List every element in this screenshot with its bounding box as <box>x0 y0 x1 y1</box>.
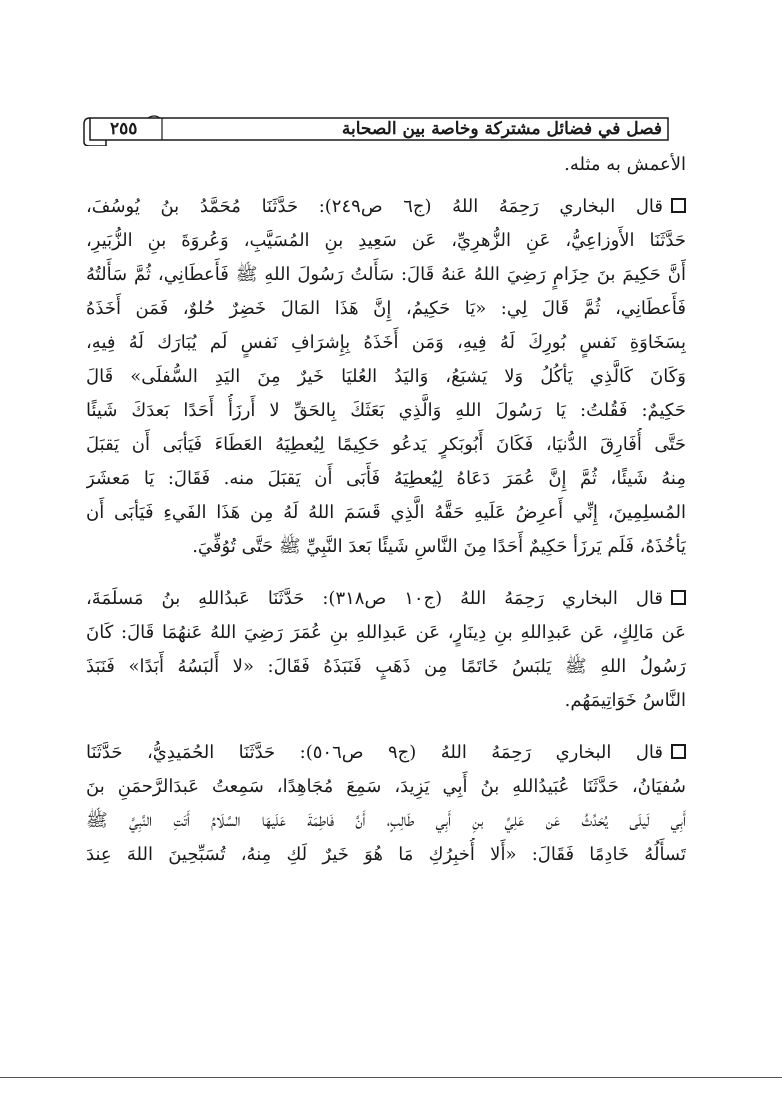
paragraph-line: مِنهُ شَيئًا، ثُمَّ إِنَّ عُمَرَ دَعَاهُ لِيُعطِيَهُ فَأَبَى أَن يَقبَلَ منه. فَقَالَ: يَا مَعشَرَ <box>86 468 686 489</box>
paragraph-line: يَأخُذَهُ، فَلَم يَرزَأ حَكِيمٌ أَحَدًا مِنَ النَّاسِ شَيئًا بَعدَ النَّبِيِّ ﷺ حَتَّى تُوُفِّيَ. <box>192 536 686 557</box>
square-bullet-icon <box>671 198 686 213</box>
paragraph-line: حَتَّى أُفَارِقَ الدُّنيَا، فَكَانَ أَبُوبَكرٍ يَدعُو حَكِيمًا لِيُعطِيَهُ العَطَاءَ فَيَأبَى أَن يَقبَلَ <box>86 434 686 455</box>
page-content <box>86 150 686 872</box>
paragraph-line: أَبِي لَيلَى يُحَدِّثُ عَن عَلِيِّ بنِ أَبِي طَالِبٍ، أَنَّ فَاطِمَةَ عَلَيهَا السَّلَامُ أَتَتِ النَّبِيَّ ﷺ <box>86 810 686 831</box>
paragraph-line: بِسَخَاوَةِ نَفسٍ بُورِكَ لَهُ فِيهِ، وَمَن أَخَذَهُ بِإِشرَافِ نَفسٍ لَم يُبَارَك لَهُ فِيهِ، <box>86 332 686 353</box>
page-number: ٢٥٥ <box>110 119 138 139</box>
paragraph-line: عَن مَالِكٍ، عَن عَبدِاللهِ بنِ دِينَارٍ، عَن عَبدِاللهِ بنِ عُمَرَ رَضِيَ اللهُ عَنهُمَا قَالَ: كَانَ <box>86 622 686 643</box>
square-bullet-icon <box>671 590 686 605</box>
paragraph-line: أَنَّ حَكِيمَ بنَ حِزَامٍ رَضِيَ اللهُ عَنهُ قَالَ: سَأَلتُ رَسُولَ اللهِ ﷺ فَأَعطَانِي، ثُمَّ سَأَلتُهُ <box>86 264 686 285</box>
paragraph-line: رَسُولُ اللهِ ﷺ يَلبَسُ خَاتَمًا مِن ذَهَبٍ فَنَبَذَهُ فَقَالَ: «لا أَلبَسُهُ أَبَدًا» فَنَبَذَ <box>86 656 686 677</box>
paragraph-line: تَسأَلُهُ خَادِمًا فَقَالَ: «أَلا أُخبِرُكِ مَا هُوَ خَيرٌ لَكِ مِنهُ، تُسَبِّحِينَ اللهَ عِندَ <box>86 844 686 865</box>
paragraph-line: حَكِيمٌ: فَقُلتُ: يَا رَسُولَ اللهِ وَالَّذِي بَعَثَكَ بِالحَقِّ لا أَرزَأُ أَحَدًا بَعدَكَ شَيئًا <box>86 400 686 421</box>
paragraph-line: قال البخاري رَحِمَهُ اللهُ (ج٦ ص٢٤٩): حَدَّثَنَا مُحَمَّدُ بنُ يُوسُفَ، <box>86 190 686 224</box>
paragraph-line: سُفيَانُ، حَدَّثَنَا عُبَيدُاللهِ بنُ أَبِي يَزِيدَ، سَمِعَ مُجَاهِدًا، سَمِعتُ عَبدَالرَّحمَنِ بنَ <box>86 776 686 797</box>
hadith-paragraph-1 <box>86 190 686 564</box>
hadith-paragraph-2 <box>86 582 686 718</box>
hadith-paragraph-3 <box>86 736 686 872</box>
paragraph-line: المُسلِمِينَ، إِنِّي أَعرِضُ عَلَيهِ حَقَّهُ الَّذِي قَسَمَ اللهُ لَهُ مِن هَذَا الفَيءِ فَيَأبَى أَن <box>86 502 686 523</box>
paragraph-line: قال البخاري رَحِمَهُ اللهُ (ج٩ ص٥٠٦): حَدَّثَنَا الحُمَيدِيُّ، حَدَّثَنَا <box>86 736 686 770</box>
paragraph-line: حَدَّثَنَا الأَوزاعِيُّ، عَنِ الزُّهرِيِّ، عَن سَعِيدِ بنِ المُسَيَّبِ، وَعُروَةَ بنِ الزُّبَيرِ، <box>86 230 686 251</box>
paragraph-line: النَّاسُ خَوَاتِيمَهُم. <box>564 690 686 711</box>
page-header <box>82 112 672 146</box>
paragraph-line: وَكَانَ كَالَّذِي يَأكُلُ وَلا يَشبَعُ، وَاليَدُ العُليَا خَيرٌ مِنَ اليَدِ السُّفلَى» قَالَ <box>86 366 686 387</box>
intro-line: الأعمش به مثله. <box>564 154 686 175</box>
paragraph-line: فَأَعطَانِي، ثُمَّ قَالَ لِي: «يَا حَكِيمُ، إِنَّ هَذَا المَالَ خَضِرٌ حُلوٌ، فَمَن أَخَذَهُ <box>86 298 686 319</box>
square-bullet-icon <box>671 744 686 759</box>
scan-bottom-edge <box>0 1077 782 1078</box>
paragraph-line: قال البخاري رَحِمَهُ اللهُ (ج١٠ ص٣١٨): حَدَّثَنَا عَبدُاللهِ بنُ مَسلَمَةَ، <box>86 582 686 616</box>
chapter-title: فصل في فضائل مشتركة وخاصة بين الصحابة <box>341 119 662 139</box>
